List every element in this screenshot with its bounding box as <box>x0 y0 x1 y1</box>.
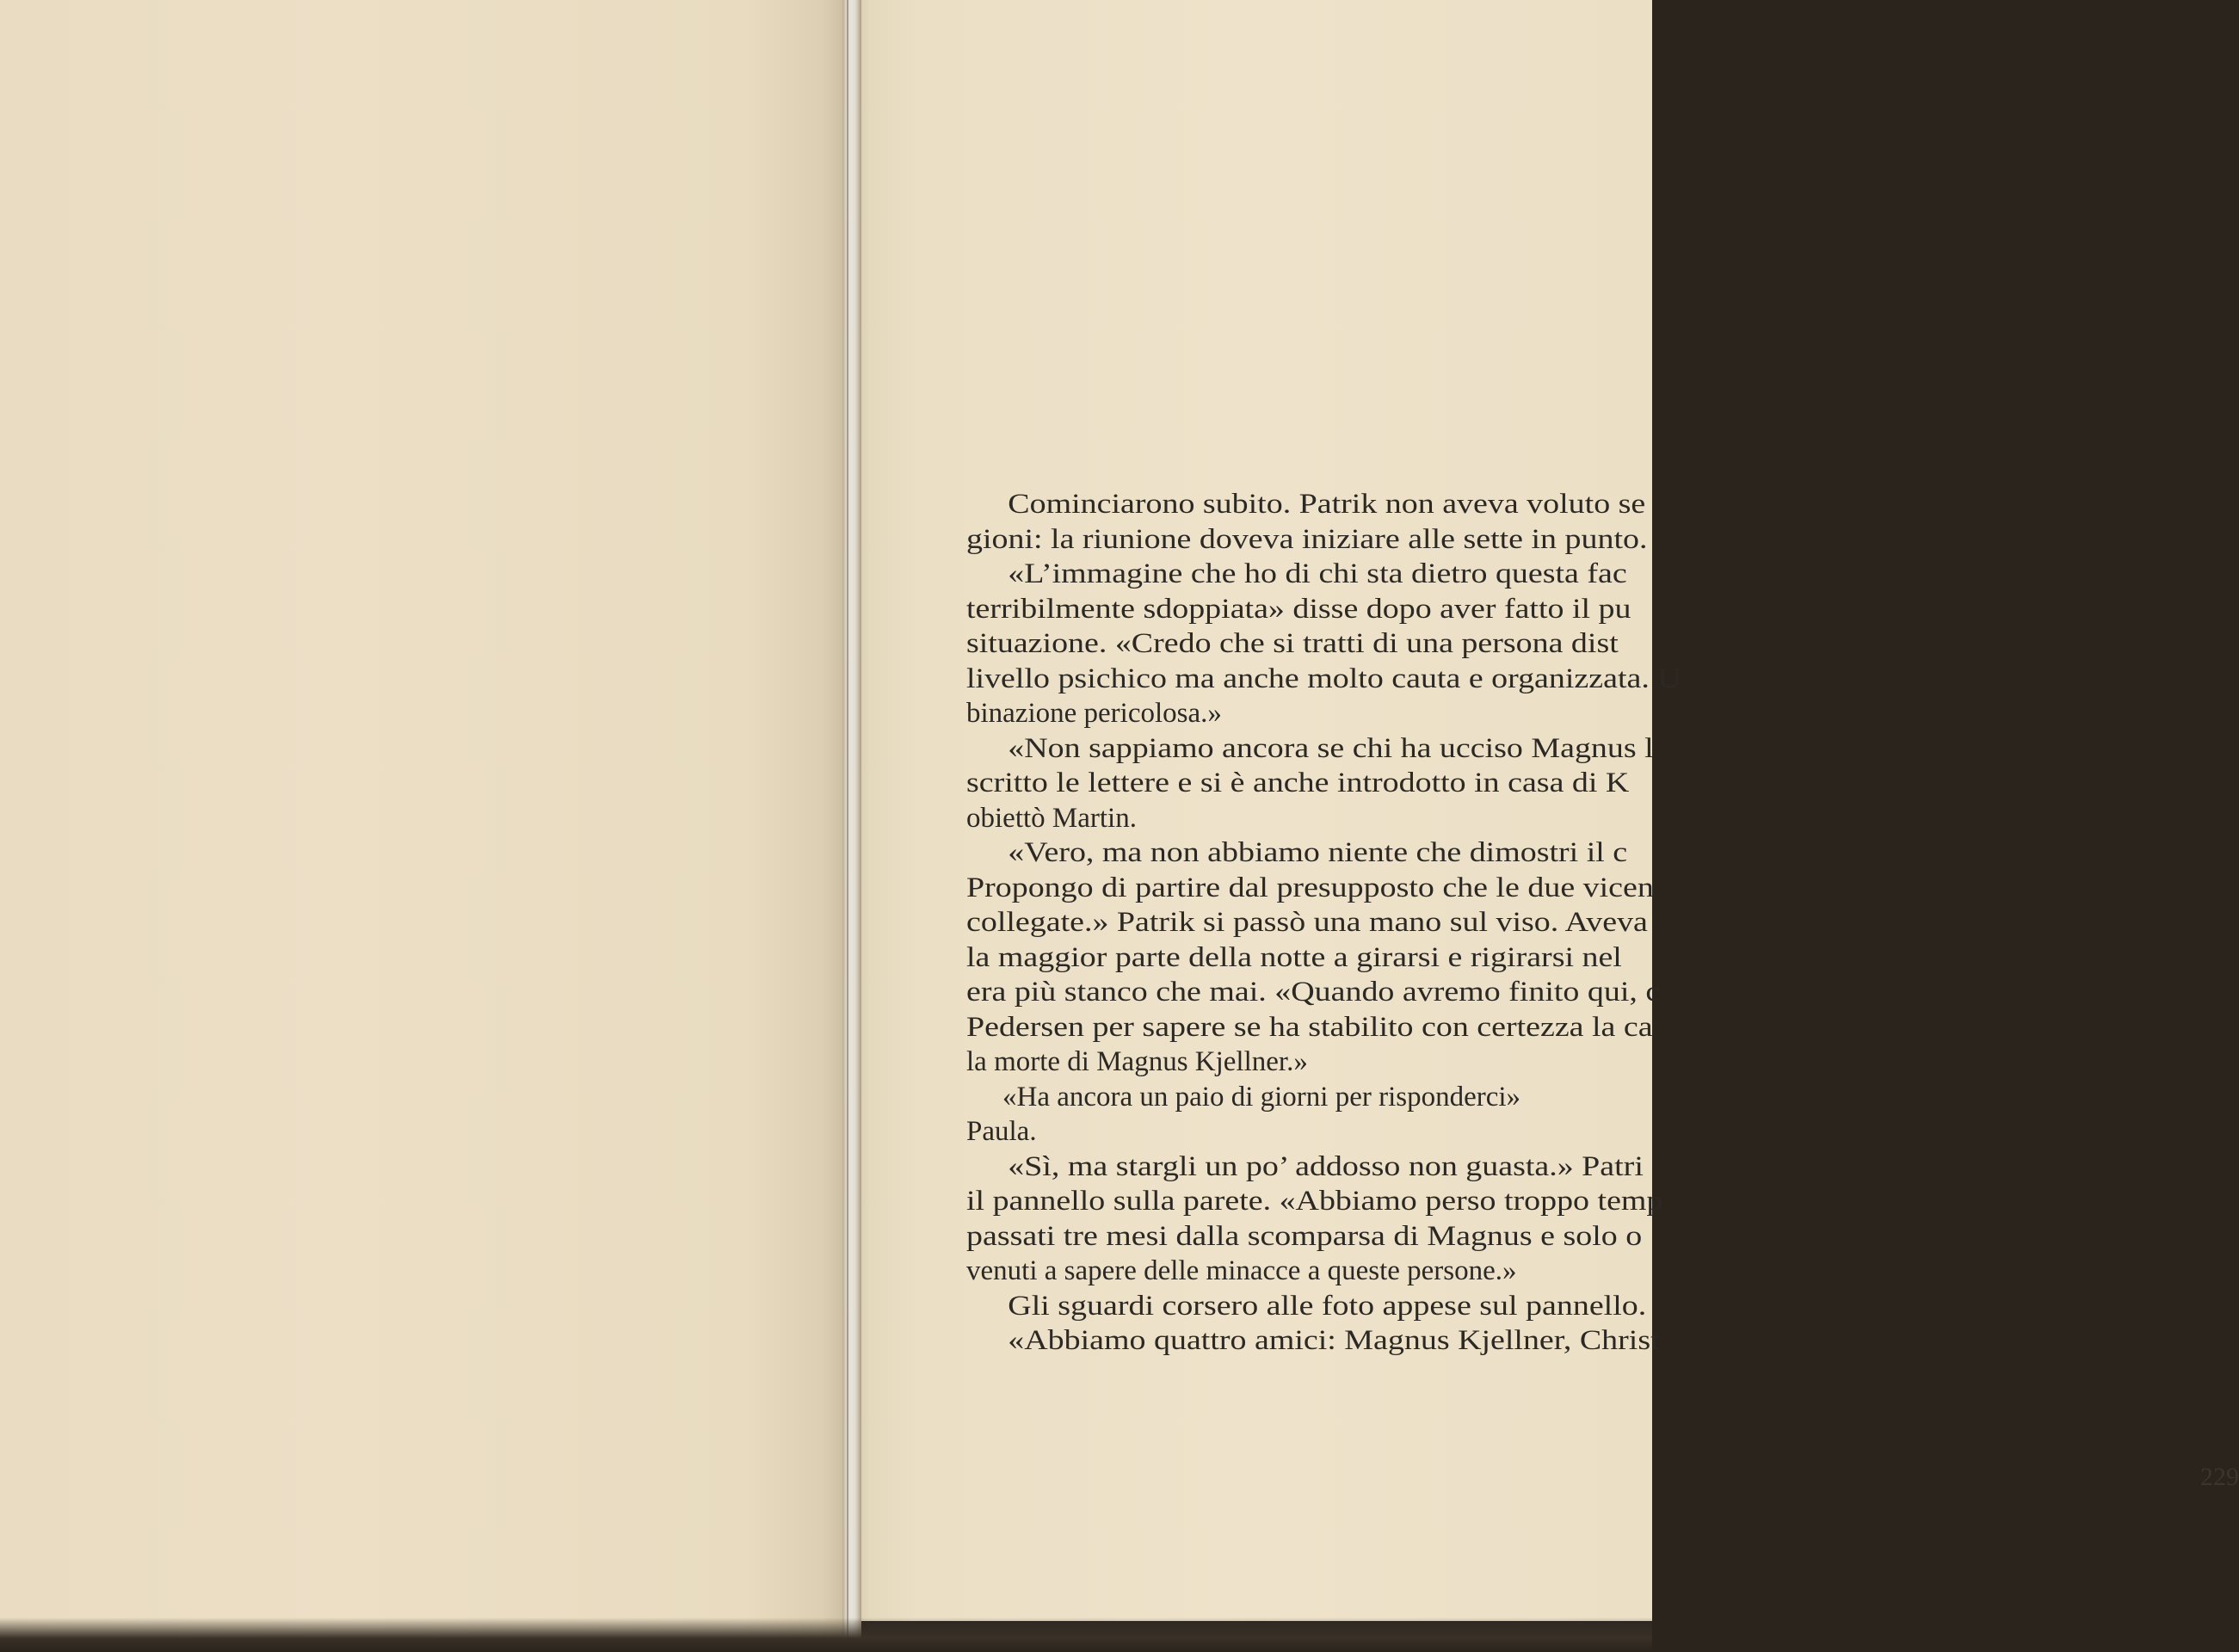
page-number: 229 <box>2200 1463 2239 1491</box>
text-line: Cominciarono subito. Patrik non aveva voluto se <box>1008 489 1646 520</box>
text-line: «Ha ancora un paio di giorni per risponderci» <box>1002 1081 1521 1113</box>
text-line: collegate.» Patrik si passò una mano sul viso. Aveva <box>966 907 1648 938</box>
text-line: terribilmente sdoppiata» disse dopo aver fatto il pu <box>966 593 1631 625</box>
text-line: scritto le lettere e si è anche introdotto in casa di K <box>966 767 1630 798</box>
text-line: «Non sappiamo ancora se chi ha ucciso Magnus l <box>1008 732 1654 764</box>
bottom-shadow <box>0 1618 1652 1652</box>
text-line: la maggior parte della notte a girarsi e rigirarsi nel <box>966 941 1622 973</box>
text-line: situazione. «Credo che si tratti di una persona dist <box>966 628 1619 659</box>
text-line: Propongo di partire dal presupposto che le due vicen <box>966 872 1654 903</box>
right-page <box>854 0 2239 1621</box>
text-line: livello psichico ma anche molto cauta e organizzata. U <box>966 663 1681 694</box>
text-line: era più stanco che mai. «Quando avremo finito qui, c <box>966 977 1661 1008</box>
text-line: obiettò Martin. <box>966 802 1137 834</box>
text-line: la morte di Magnus Kjellner.» <box>966 1046 1308 1077</box>
text-line: «L’immagine che ho di chi sta dietro questa fac <box>1008 558 1627 589</box>
text-line: Paula. <box>966 1116 1037 1147</box>
body-text <box>966 487 1689 1359</box>
gutter-crease <box>847 0 848 1643</box>
text-line: Pedersen per sapere se ha stabilito con certezza la ca <box>966 1011 1653 1043</box>
book-gutter <box>842 0 861 1652</box>
text-line: Gli sguardi corsero alle foto appese sul pannello. <box>1008 1290 1647 1322</box>
text-line: passati tre mesi dalla scomparsa di Magnus e solo o <box>966 1220 1643 1252</box>
text-line: «Abbiamo quattro amici: Magnus Kjellner, Christ <box>1008 1325 1660 1356</box>
text-line: gioni: la riunione doveva iniziare alle sette in punto. <box>966 523 1648 555</box>
text-line: «Vero, ma non abbiamo niente che dimostri il c <box>1008 837 1628 868</box>
text-line: venuti a sapere delle minacce a queste persone.» <box>966 1255 1517 1286</box>
text-line: il pannello sulla parete. «Abbiamo perso troppo temp <box>966 1186 1663 1217</box>
left-page <box>0 0 848 1642</box>
text-line: «Sì, ma stargli un po’ addosso non guasta.» Patri <box>1008 1150 1644 1182</box>
text-line: binazione pericolosa.» <box>966 698 1222 729</box>
